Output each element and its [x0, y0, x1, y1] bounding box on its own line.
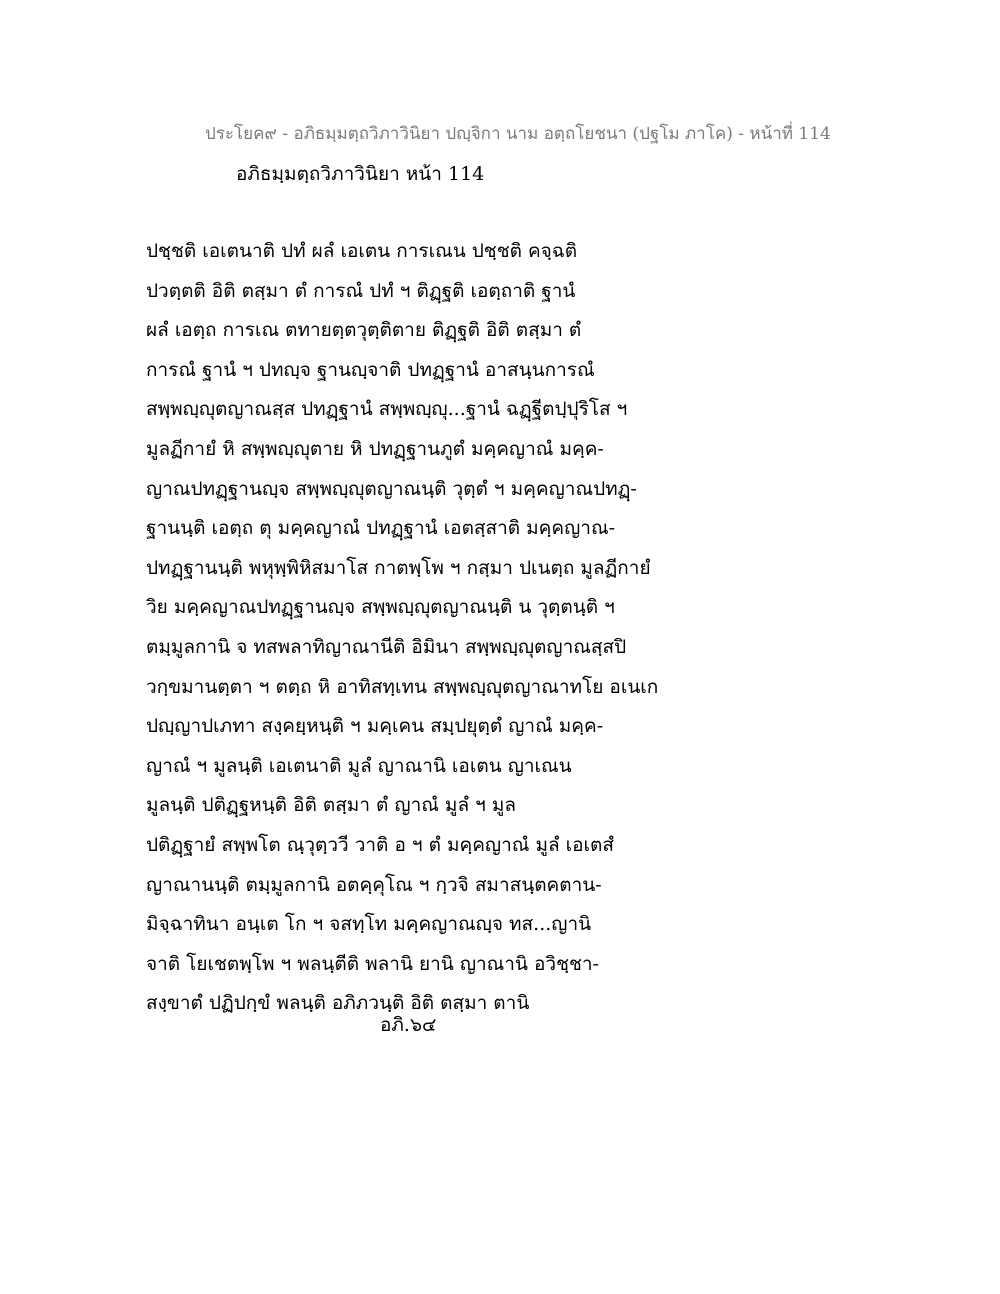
body-line: ตมฺมูลกานิ จ ทสพลาทิญาณานีติ อิมินา สพฺพญฺญุตญาณสฺสปิ — [146, 635, 627, 658]
body-line: สพฺพญฺญุตญาณสฺส ปทฏฺฐานํ สพฺพญฺญุ...ฐานํ ฉฏฺฐีตปฺปุริโส ฯ — [146, 398, 628, 421]
body-line: ญาณปทฏฺฐานญฺจ สพฺพญฺญุตญาณนฺติ วุตฺตํ ฯ มคฺคญาณปทฏฺ- — [146, 477, 637, 500]
body-line: วิย มคฺคญาณปทฏฺฐานญฺจ สพฺพญฺญุตญาณนฺติ น วุตฺตนฺติ ฯ — [146, 596, 615, 619]
body-text — [146, 232, 706, 1024]
body-line: ปชฺชติ เอเตนาติ ปทํ ผลํ เอเตน การเณน ปชฺชติ คจฺฉติ — [146, 240, 578, 262]
body-line: ญาณานนฺติ ตมฺมูลกานิ อตคฺคุโณ ฯ กฺวจิ สมาสนฺตคตาน- — [146, 873, 602, 896]
body-line: ปวตฺตติ อิติ ตสฺมา ตํ การณํ ปทํ ฯ ติฏฺฐติ เอตฺถาติ ฐานํ — [146, 279, 576, 302]
body-line: มูลฏีกายํ หิ สพฺพญฺญุตาย หิ ปทฏฺฐานภูตํ มคฺคญาณํ มคฺค- — [146, 437, 604, 460]
body-line: ปติฏฺฐายํ สพฺพโต ณฺวุตฺววี วาติ อ ฯ ตํ มคฺคญาณํ มูลํ เอเตสํ — [146, 833, 614, 856]
body-line: วกฺขมานตฺตา ฯ ตตฺถ หิ อาทิสทฺเทน สพฺพญฺญุตญาณาทโย อเนเก — [146, 675, 659, 698]
running-header: ประโยค๙ - อภิธมฺมตฺถวิภาวินิยา ปญฺจิกา นาม อตฺถโยชนา (ปฐโม ภาโค) - หน้าที่ 114 — [205, 124, 831, 144]
body-line: สงฺขาตํ ปฏิปกฺขํ พลนฺติ อภิภวนฺติ อิติ ตสฺมา ตานิ — [146, 992, 530, 1015]
body-line: ปญฺญาปเภทา สงฺคยฺหนฺติ ฯ มคฺเคน สมฺปยุตฺตํ ญาณํ มคฺค- — [146, 715, 604, 738]
page-footer-number: อภิ.๖๔ — [380, 1014, 437, 1036]
body-line: จาติ โยเชตพฺโพ ฯ พลนฺตีติ พลานิ ยานิ ญาณานิ อวิชฺชา- — [146, 952, 599, 975]
body-line: ญาณํ ฯ มูลนฺติ เอเตนาติ มูลํ ญาณานิ เอเตน ญาเณน — [146, 754, 572, 777]
body-line: มิจฺฉาทินา อนฺเต โก ฯ จสทฺโท มคฺคญาณญฺจ ทส...ญานิ — [146, 913, 592, 936]
body-line: ผลํ เอตฺถ การเณ ตทายตฺตวุตฺติตาย ติฏฺฐติ อิติ ตสฺมา ตํ — [146, 319, 582, 342]
body-line: การณํ ฐานํ ฯ ปทญฺจ ฐานญฺจาติ ปทฏฺฐานํ อาสนฺนการณํ — [146, 358, 595, 381]
body-line: มูลนฺติ ปติฏฺฐหนฺติ อิติ ตสฺมา ตํ ญาณํ มูลํ ฯ มูล — [146, 794, 517, 817]
body-line: ปทฏฺฐานนฺติ พหุพฺพิหิสมาโส กาตพฺโพ ฯ กสฺมา ปเนตฺถ มูลฏีกายํ — [146, 556, 651, 579]
page-title: อภิธมฺมตฺถวิภาวินิยา หน้า 114 — [236, 163, 485, 185]
body-line: ฐานนฺติ เอตฺถ ตุ มคฺคญาณํ ปทฏฺฐานํ เอตสฺสาติ มคฺคญาณ- — [146, 517, 615, 540]
